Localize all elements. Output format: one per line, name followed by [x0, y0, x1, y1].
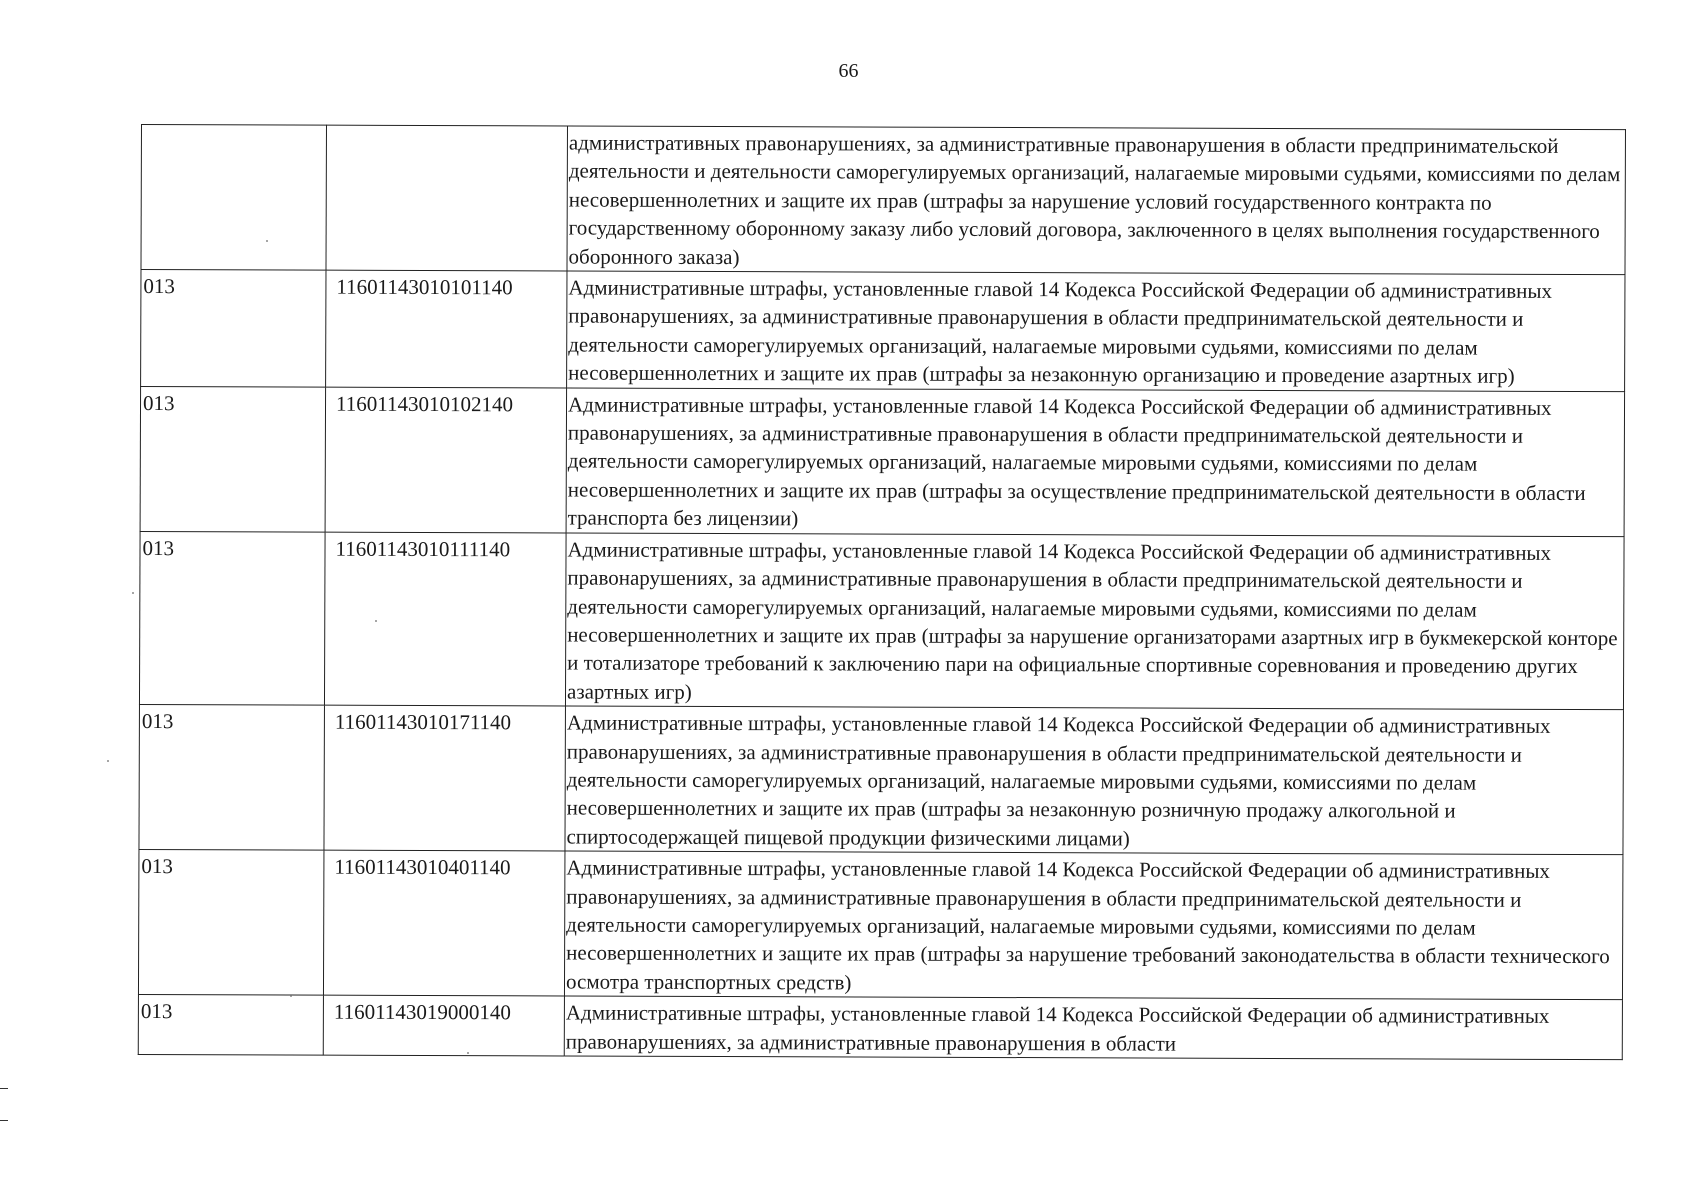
kbk-code-cell: 11601143010171140: [324, 705, 566, 851]
scan-edge-mark: [0, 1120, 8, 1121]
scan-speck: [132, 592, 134, 594]
kbk-code-cell: 11601143010101140: [326, 270, 567, 387]
scan-speck: [266, 240, 268, 242]
scan-speck: [290, 995, 292, 997]
admin-code-cell: 013: [138, 995, 323, 1055]
table-row: [138, 995, 1622, 1060]
description-cell: Административные штрафы, установленные главой 14 Кодекса Российской Федерации об административных правонарушениях, за административные правонарушения в области предпринимательской деятельности и деятельности саморегулируемых организаций, налагаемые мировыми судьями, комиссиями по делам несовершеннолетних и защите их прав (штрафы за нарушение организаторами азартных игр в букмекерской конторе и тотализаторе требований к заключению пари на официальные спортивные соревнования и проведению других азартных игр): [565, 533, 1624, 710]
table-row: [138, 850, 1622, 1000]
scan-edge-mark: [0, 1088, 8, 1089]
table-row: [141, 125, 1625, 275]
admin-code-cell: 013: [141, 270, 326, 387]
description-cell: Административные штрафы, установленные главой 14 Кодекса Российской Федерации об административных правонарушениях, за административные правонарушения в области предпринимательской деятельности и деятельности саморегулируемых организаций, налагаемые мировыми судьями, комиссиями по делам несовершеннолетних и защите их прав (штрафы за незаконную организацию и проведение азартных игр): [567, 271, 1625, 391]
budget-codes-table: [138, 124, 1626, 1060]
scan-speck: [467, 1052, 469, 1054]
admin-code-cell: 013: [140, 386, 326, 532]
kbk-code-cell: 11601143010401140: [323, 850, 565, 996]
description-cell: Административные штрафы, установленные главой 14 Кодекса Российской Федерации об административных правонарушениях, за административные правонарушения в области предпринимательской деятельности и деятельности саморегулируемых организаций, налагаемые мировыми судьями, комиссиями по делам несовершеннолетних и защите их прав (штрафы за осуществление предпринимательской деятельности в области транспорта без лицензии): [566, 388, 1624, 537]
description-cell: Административные штрафы, установленные главой 14 Кодекса Российской Федерации об административных правонарушениях, за административные правонарушения в области предпринимательской деятельности и деятельности саморегулируемых организаций, налагаемые мировыми судьями, комиссиями по делам несовершеннолетних и защите их прав (штрафы за незаконную розничную продажу алкогольной и спиртосодержащей пищевой продукции физическими лицами): [565, 706, 1623, 855]
table-row: [139, 705, 1623, 855]
admin-code-cell: 013: [139, 531, 325, 705]
kbk-code-cell: 11601143010111140: [324, 532, 566, 706]
description-cell: административных правонарушениях, за административные правонарушения в области предпринимательской деятельности и деятельности саморегулируемых организаций, налагаемые мировыми судьями, комиссиями по делам несовершеннолетних и защите их прав (штрафы за нарушение условий государственного контракта по государственному оборонному заказу либо условий договора, заключенного в целях выполнения государственного оборонного заказа): [567, 126, 1625, 275]
admin-code-cell: 013: [139, 705, 325, 851]
table-row: [139, 531, 1624, 710]
table-row: [140, 386, 1624, 536]
kbk-code-cell: 11601143019000140: [323, 995, 564, 1056]
description-cell: Административные штрафы, установленные главой 14 Кодекса Российской Федерации об административных правонарушениях, за административные правонарушения в области предпринимательской деятельности и деятельности саморегулируемых организаций, налагаемые мировыми судьями, комиссиями по делам несовершеннолетних и защите их прав (штрафы за нарушение требований законодательства в области технического осмотра транспортных средств): [564, 851, 1622, 1000]
admin-code-cell: [141, 125, 327, 271]
table-row: [141, 270, 1625, 392]
scan-speck: [375, 620, 377, 622]
admin-code-cell: 013: [138, 850, 324, 996]
kbk-code-cell: [326, 125, 568, 271]
scan-speck: [107, 760, 109, 762]
kbk-code-cell: 11601143010102140: [325, 387, 567, 533]
page-number: 66: [838, 60, 859, 82]
description-cell: Административные штрафы, установленные главой 14 Кодекса Российской Федерации об административных правонарушениях, за административные правонарушения в области: [564, 996, 1622, 1060]
